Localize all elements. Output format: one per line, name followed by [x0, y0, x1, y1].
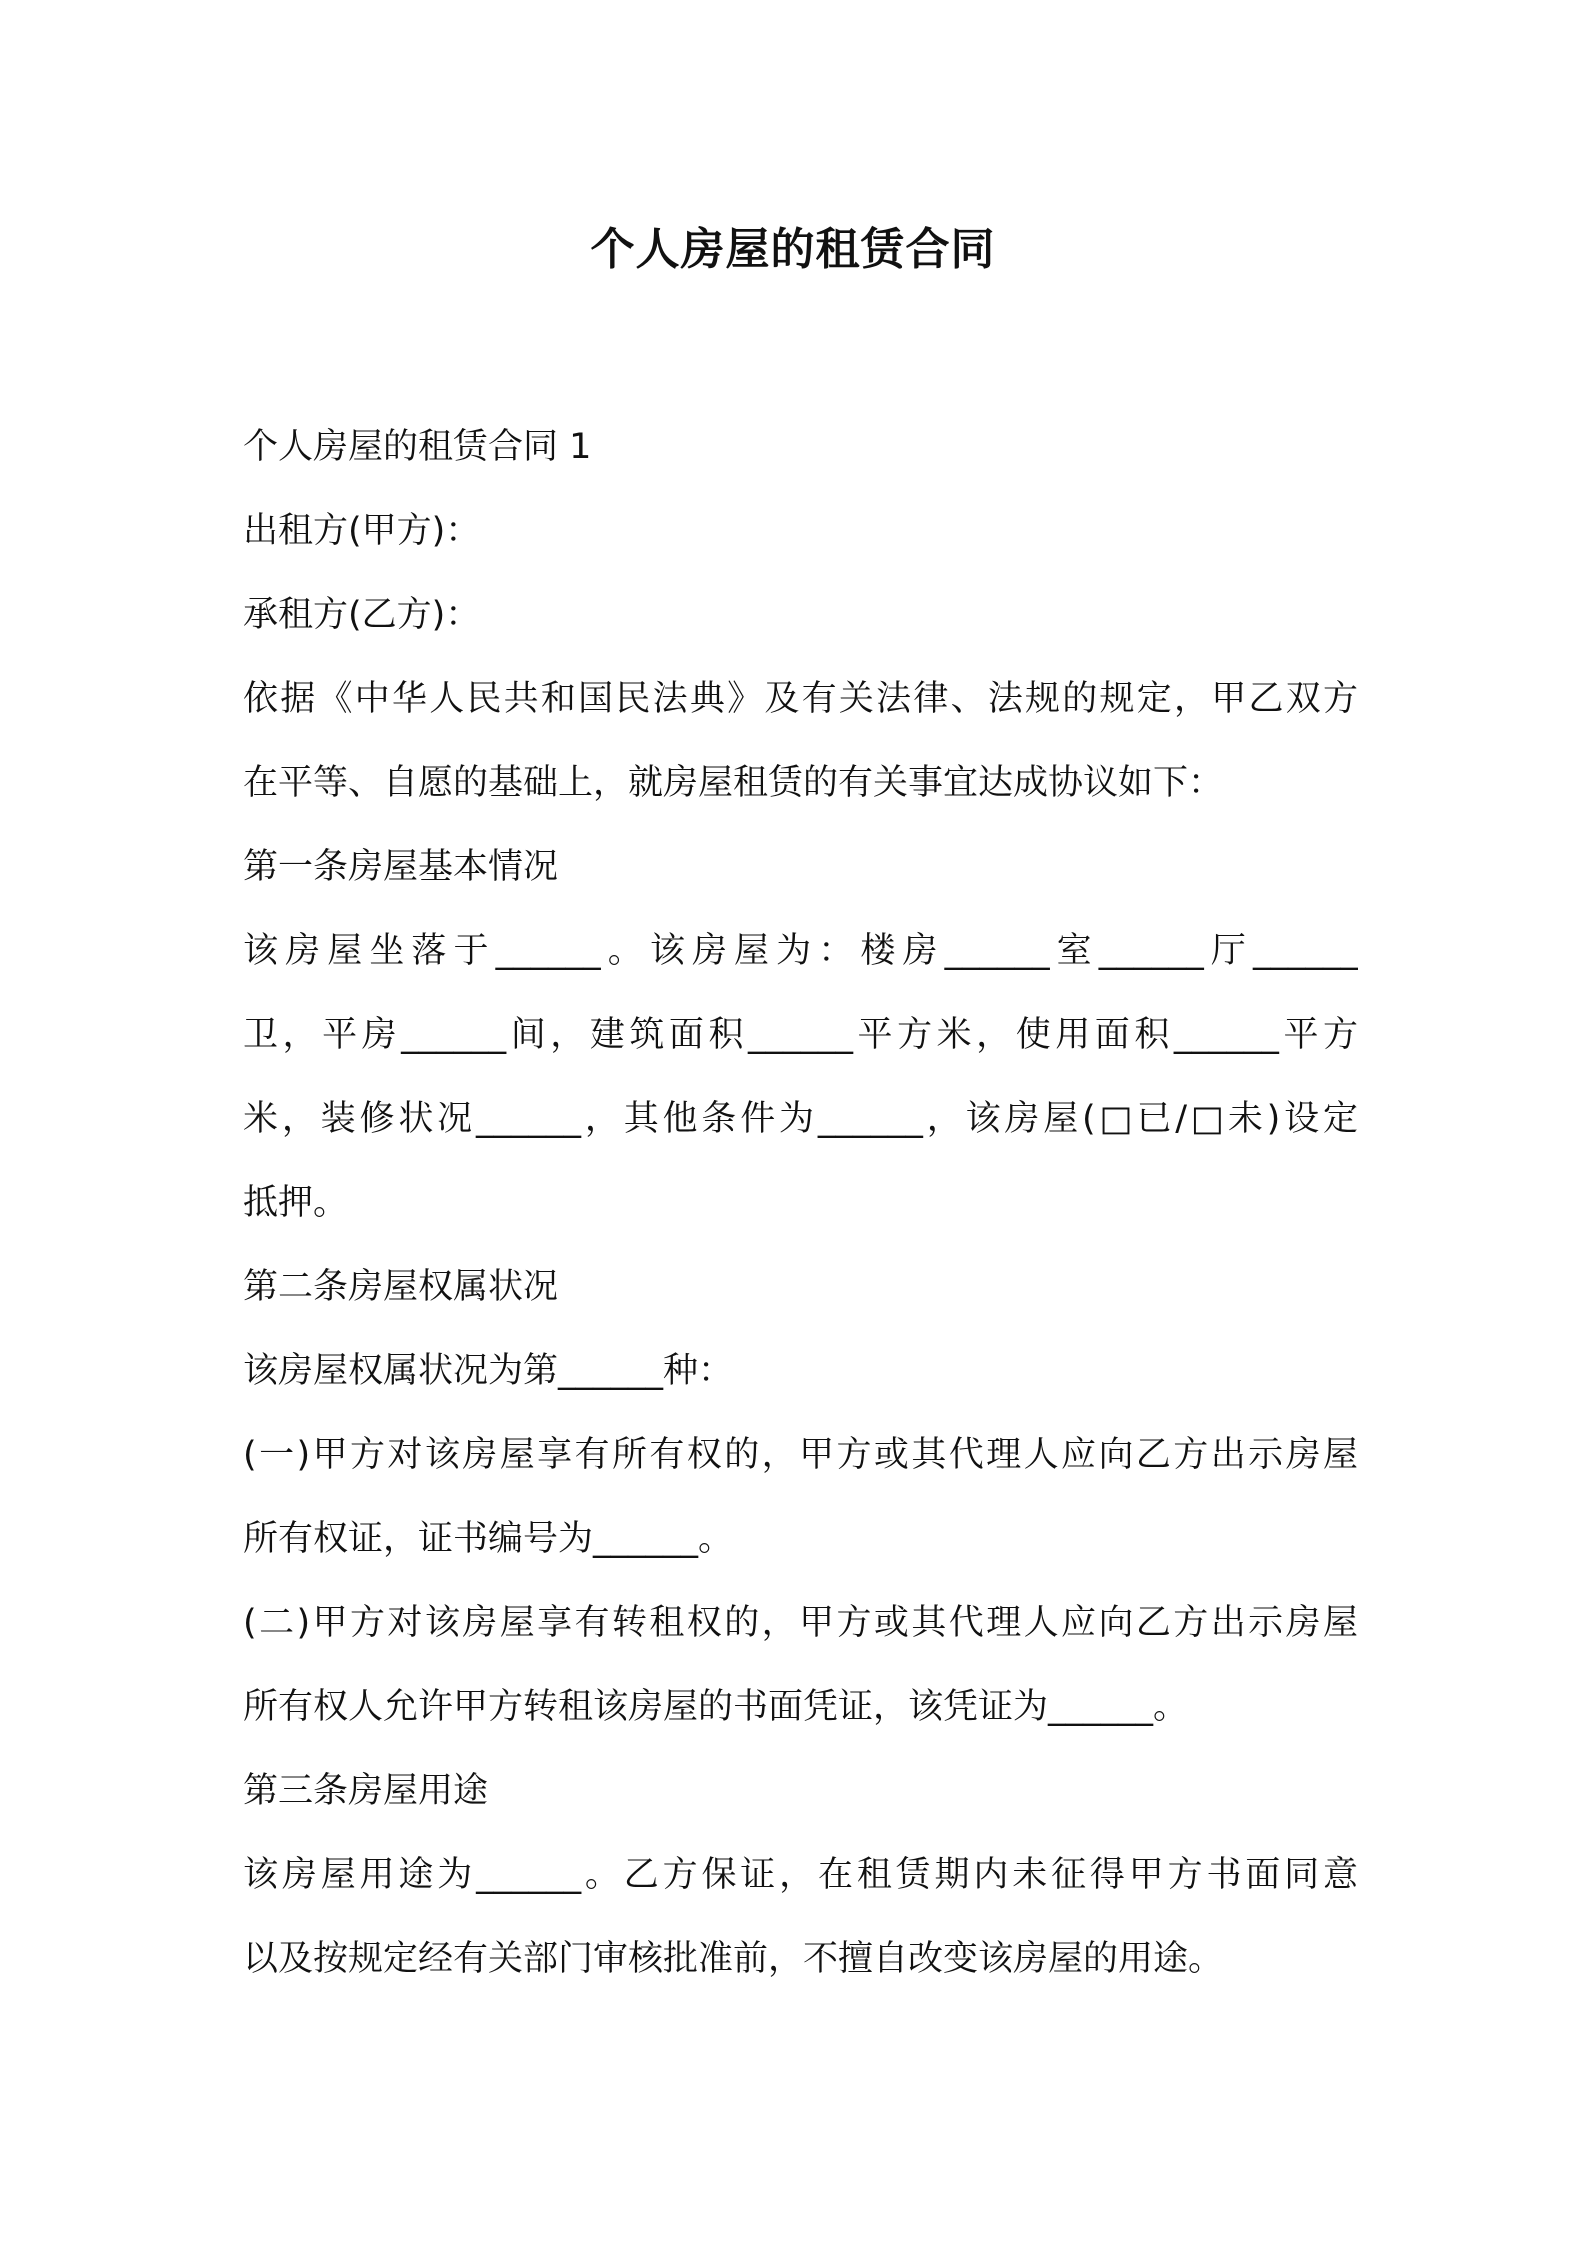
paragraph-line: 抵押。 — [243, 1183, 349, 1223]
article-heading: 第一条房屋基本情况 — [243, 847, 559, 887]
paragraph-line: 依据《中华人民共和国民法典》及有关法律、法规的规定，甲乙双方 — [243, 679, 1358, 719]
article-heading: 第二条房屋权属状况 — [243, 1267, 559, 1307]
paragraph-line: 该房屋坐落于______。该房屋为：楼房______室______厅______ — [243, 931, 1358, 971]
paragraph-line: 以及按规定经有关部门审核批准前，不擅自改变该房屋的用途。 — [243, 1939, 1224, 1979]
paragraph-line: 该房屋用途为______。乙方保证，在租赁期内未征得甲方书面同意 — [243, 1855, 1358, 1895]
section-heading: 个人房屋的租赁合同 1 — [243, 427, 592, 467]
document-title: 个人房屋的租赁合同 — [590, 224, 996, 275]
paragraph-line: (二)甲方对该房屋享有转租权的，甲方或其代理人应向乙方出示房屋 — [243, 1603, 1358, 1643]
paragraph-line: 在平等、自愿的基础上，就房屋租赁的有关事宜达成协议如下： — [243, 763, 1224, 803]
paragraph-line: 卫，平房______间，建筑面积______平方米，使用面积______平方 — [243, 1015, 1358, 1055]
article-heading: 第三条房屋用途 — [243, 1771, 489, 1811]
lessee-line: 承租方(乙方)： — [243, 595, 481, 635]
paragraph-line: 该房屋权属状况为第______种： — [243, 1351, 734, 1391]
document-body — [243, 405, 1358, 2001]
paragraph-line: (一)甲方对该房屋享有所有权的，甲方或其代理人应向乙方出示房屋 — [243, 1435, 1358, 1475]
paragraph-line: 米，装修状况______，其他条件为______，该房屋(□已/□未)设定 — [243, 1099, 1358, 1139]
paragraph-line: 所有权证，证书编号为______。 — [243, 1519, 734, 1559]
lessor-line: 出租方(甲方)： — [243, 511, 481, 551]
paragraph-line: 所有权人允许甲方转租该房屋的书面凭证，该凭证为______。 — [243, 1687, 1189, 1727]
